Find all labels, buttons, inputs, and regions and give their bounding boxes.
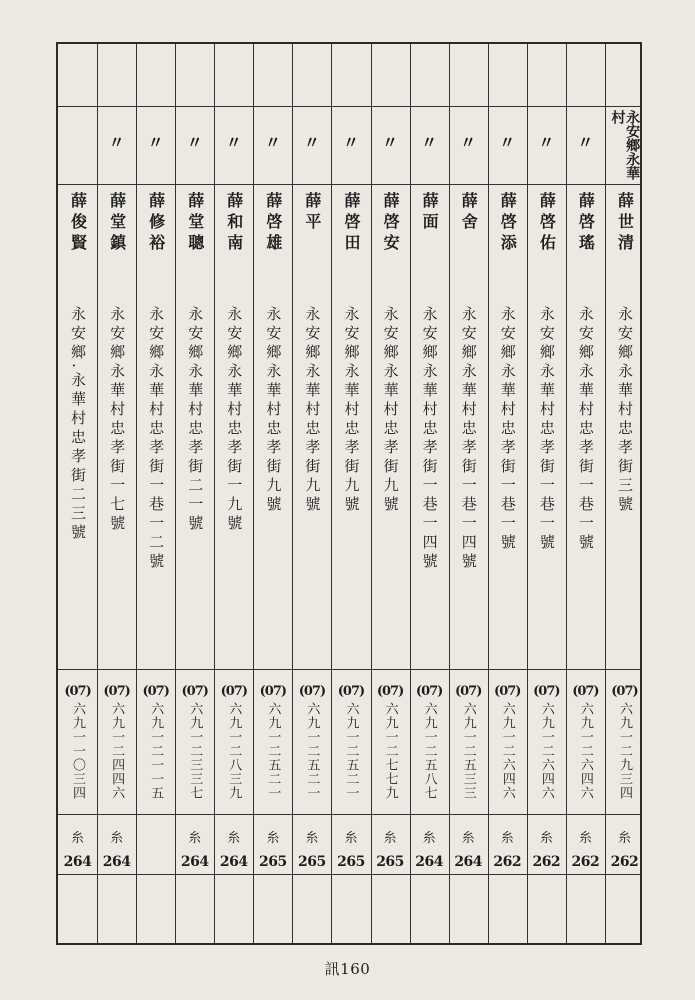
- phone-cell: [488, 670, 527, 812]
- category-number: 262: [532, 853, 561, 870]
- phone-number: 六九一二七七九: [382, 702, 398, 800]
- name-cell: [488, 192, 527, 302]
- address-text: 永安鄉永華村忠孝街一巷一四號: [420, 306, 439, 572]
- page-number: 訊160: [324, 960, 371, 978]
- village-cell: [410, 106, 449, 184]
- person-name: 薛堂聰: [185, 192, 205, 255]
- area-code: (07): [298, 684, 326, 699]
- category-number: 262: [493, 853, 522, 870]
- address-cell: [488, 306, 527, 666]
- category-cell: [136, 815, 175, 873]
- village-cell: [97, 106, 136, 184]
- category-radical: 糸: [344, 830, 358, 846]
- entry-column: [605, 44, 644, 943]
- category-radical: 糸: [500, 830, 514, 846]
- category-number: 265: [258, 853, 287, 870]
- category-number: 264: [454, 853, 483, 870]
- phone-number: 六九一二一一五: [148, 702, 164, 800]
- name-cell: [253, 192, 292, 302]
- entry-column: [449, 44, 488, 943]
- ditto-mark: 〃: [499, 133, 516, 152]
- phone-cell: [214, 670, 253, 812]
- village-cell: [253, 106, 292, 184]
- phone-cell: [371, 670, 410, 812]
- phone-number: 六九一二五二一: [304, 702, 320, 800]
- village-cell: [58, 106, 97, 188]
- area-code: (07): [415, 684, 443, 699]
- person-name: 薛啓雄: [263, 192, 283, 255]
- address-text: 永安鄉永華村忠孝街一九號: [225, 306, 244, 534]
- name-cell: [292, 192, 331, 302]
- phone-cell: [527, 670, 566, 812]
- person-name: 薛和南: [224, 192, 244, 255]
- phone-cell: [410, 670, 449, 812]
- category-cell: [97, 815, 136, 873]
- address-text: 永安鄉永華村忠孝街一七號: [108, 306, 127, 534]
- area-code: (07): [611, 684, 638, 699]
- person-name: 薛平: [302, 192, 322, 234]
- phone-cell: [136, 670, 175, 812]
- name-cell: [527, 192, 566, 302]
- phone-number: 六九一二六四六: [538, 702, 554, 800]
- name-cell: [97, 192, 136, 302]
- entry-column: [58, 44, 97, 943]
- phone-cell: [605, 670, 644, 812]
- category-cell: [58, 815, 97, 873]
- ditto-mark: 〃: [421, 133, 438, 152]
- phone-number: 六九一二四四六: [109, 702, 125, 800]
- phone-cell: [253, 670, 292, 812]
- person-name: 薛舍: [459, 192, 479, 234]
- person-name: 薛修裕: [146, 192, 166, 255]
- area-code: (07): [454, 684, 482, 699]
- entry-column: [371, 44, 410, 943]
- phone-cell: [331, 670, 370, 812]
- entry-column: [136, 44, 175, 943]
- address-text: 永安鄉永華村忠孝街九號: [342, 306, 361, 515]
- category-radical: 糸: [539, 830, 553, 846]
- address-cell: [449, 306, 488, 666]
- area-code: (07): [494, 684, 521, 699]
- village-cell: [136, 106, 175, 184]
- category-number: 265: [298, 853, 326, 870]
- address-cell: [136, 306, 175, 666]
- entry-column: [292, 44, 331, 943]
- category-radical: 糸: [422, 830, 436, 846]
- category-number: 264: [415, 853, 443, 870]
- category-number: 262: [610, 853, 639, 870]
- area-code: (07): [376, 684, 404, 699]
- address-cell: [175, 306, 214, 666]
- category-cell: [292, 815, 331, 873]
- village-cell: [566, 106, 605, 184]
- phone-number: 六九一二八三九: [226, 702, 242, 800]
- name-cell: [136, 192, 175, 302]
- name-cell: [331, 192, 370, 302]
- village-cell: [527, 106, 566, 184]
- directory-table: [56, 42, 642, 945]
- village-cell: [292, 106, 331, 184]
- address-text: 永安鄉永華村忠孝街一巷一號: [576, 306, 595, 553]
- ditto-mark: 〃: [108, 133, 125, 152]
- entry-column: [410, 44, 449, 943]
- area-code: (07): [259, 684, 287, 699]
- name-cell: [605, 192, 644, 302]
- village-cell: [371, 106, 410, 184]
- phone-number: 六九一二六四六: [577, 702, 593, 800]
- phone-cell: [449, 670, 488, 812]
- category-number: 262: [571, 853, 600, 870]
- address-cell: [214, 306, 253, 666]
- category-radical: 糸: [188, 830, 202, 846]
- phone-number: 六九一二五三三: [460, 702, 476, 800]
- ditto-mark: 〃: [303, 133, 320, 152]
- address-text: 永安鄉.永華村忠孝街二三號: [69, 306, 88, 543]
- address-text: 永安鄉永華村忠孝街一巷一號: [537, 306, 556, 553]
- phone-cell: [97, 670, 136, 812]
- phone-number: 六九一一〇三四: [70, 702, 86, 800]
- category-cell: [566, 815, 605, 873]
- ditto-mark: 〃: [264, 133, 281, 152]
- person-name: 薛堂鎮: [107, 192, 127, 255]
- ditto-mark: 〃: [342, 133, 359, 152]
- person-name: 薛啓安: [381, 192, 401, 255]
- address-text: 永安鄉永華村忠孝街九號: [303, 306, 322, 515]
- area-code: (07): [142, 684, 169, 699]
- phone-number: 六九一二五二一: [265, 702, 281, 800]
- category-cell: [371, 815, 410, 873]
- person-name: 薛啓佑: [537, 192, 557, 255]
- name-cell: [214, 192, 253, 302]
- address-cell: [410, 306, 449, 666]
- category-number: 264: [63, 853, 92, 870]
- category-number: 265: [376, 853, 404, 870]
- phone-cell: [566, 670, 605, 812]
- phone-cell: [175, 670, 214, 812]
- area-code: (07): [220, 684, 247, 699]
- ditto-mark: 〃: [147, 133, 164, 152]
- entry-column: [527, 44, 566, 943]
- address-cell: [58, 306, 97, 666]
- ditto-mark: 〃: [538, 133, 555, 152]
- category-cell: [214, 815, 253, 873]
- category-cell: [175, 815, 214, 873]
- entry-column: [175, 44, 214, 943]
- address-text: 永安鄉永華村忠孝街九號: [381, 306, 400, 515]
- category-number: 265: [337, 853, 365, 870]
- address-cell: [371, 306, 410, 666]
- phone-number: 六九一二六四六: [499, 702, 515, 800]
- category-radical: 糸: [617, 830, 631, 846]
- phone-number: 六九一二三三七: [187, 702, 203, 800]
- person-name: 薛啓田: [341, 192, 361, 255]
- address-cell: [292, 306, 331, 666]
- person-name: 薛啓添: [498, 192, 518, 255]
- category-radical: 糸: [227, 830, 241, 846]
- category-cell: [253, 815, 292, 873]
- address-text: 永安鄉永華村忠孝街二一號: [186, 306, 205, 534]
- category-cell: [410, 815, 449, 873]
- address-text: 永安鄉永華村忠孝街三號: [615, 306, 634, 515]
- village-cell: [488, 106, 527, 184]
- category-radical: 糸: [110, 830, 124, 846]
- name-cell: [410, 192, 449, 302]
- address-text: 永安鄉永華村忠孝街一巷一號: [498, 306, 517, 553]
- phone-cell: [58, 670, 97, 812]
- category-number: 264: [219, 853, 248, 870]
- entry-column: [331, 44, 370, 943]
- phone-number: 六九一二五八七: [421, 702, 437, 800]
- name-cell: [371, 192, 410, 302]
- area-code: (07): [181, 684, 208, 699]
- address-text: 永安鄉永華村忠孝街一巷一四號: [459, 306, 478, 572]
- entry-column: [488, 44, 527, 943]
- category-number: 264: [102, 853, 131, 870]
- category-radical: 糸: [266, 830, 280, 846]
- address-cell: [527, 306, 566, 666]
- area-code: (07): [64, 684, 91, 699]
- entry-column: [253, 44, 292, 943]
- address-cell: [331, 306, 370, 666]
- category-cell: [605, 815, 644, 873]
- village-cell: [214, 106, 253, 184]
- area-code: (07): [533, 684, 560, 699]
- phone-number: 六九一二五二一: [343, 702, 359, 800]
- category-radical: 糸: [578, 830, 592, 846]
- name-cell: [58, 192, 97, 302]
- category-radical: 糸: [71, 830, 85, 846]
- phone-number: 六九一二九三四: [616, 702, 632, 800]
- address-cell: [97, 306, 136, 666]
- address-text: 永安鄉永華村忠孝街九號: [264, 306, 283, 515]
- village-cell: [605, 106, 644, 188]
- area-code: (07): [337, 684, 365, 699]
- ditto-mark: 〃: [382, 133, 399, 152]
- village-name: 永安鄉永華村: [609, 110, 641, 180]
- person-name: 薛面: [420, 192, 440, 234]
- name-cell: [175, 192, 214, 302]
- phone-cell: [292, 670, 331, 812]
- village-cell: [175, 106, 214, 184]
- address-cell: [253, 306, 292, 666]
- category-number: 264: [180, 853, 209, 870]
- entry-column: [214, 44, 253, 943]
- entry-column: [566, 44, 605, 943]
- ditto-mark: 〃: [577, 133, 594, 152]
- name-cell: [449, 192, 488, 302]
- entry-column: [97, 44, 136, 943]
- category-cell: [331, 815, 370, 873]
- category-cell: [488, 815, 527, 873]
- village-cell: [331, 106, 370, 184]
- category-radical: 糸: [461, 830, 475, 846]
- ditto-mark: 〃: [460, 133, 477, 152]
- name-cell: [566, 192, 605, 302]
- ditto-mark: 〃: [225, 133, 242, 152]
- category-radical: 糸: [383, 830, 397, 846]
- area-code: (07): [572, 684, 599, 699]
- category-cell: [449, 815, 488, 873]
- category-radical: 糸: [305, 830, 319, 846]
- address-text: 永安鄉永華村忠孝街一巷一二號: [147, 306, 166, 572]
- category-cell: [527, 815, 566, 873]
- area-code: (07): [103, 684, 130, 699]
- address-cell: [605, 306, 644, 666]
- village-cell: [449, 106, 488, 184]
- person-name: 薛世清: [615, 192, 635, 255]
- person-name: 薛啓瑤: [576, 192, 596, 255]
- person-name: 薛俊賢: [68, 192, 88, 255]
- ditto-mark: 〃: [186, 133, 203, 152]
- address-cell: [566, 306, 605, 666]
